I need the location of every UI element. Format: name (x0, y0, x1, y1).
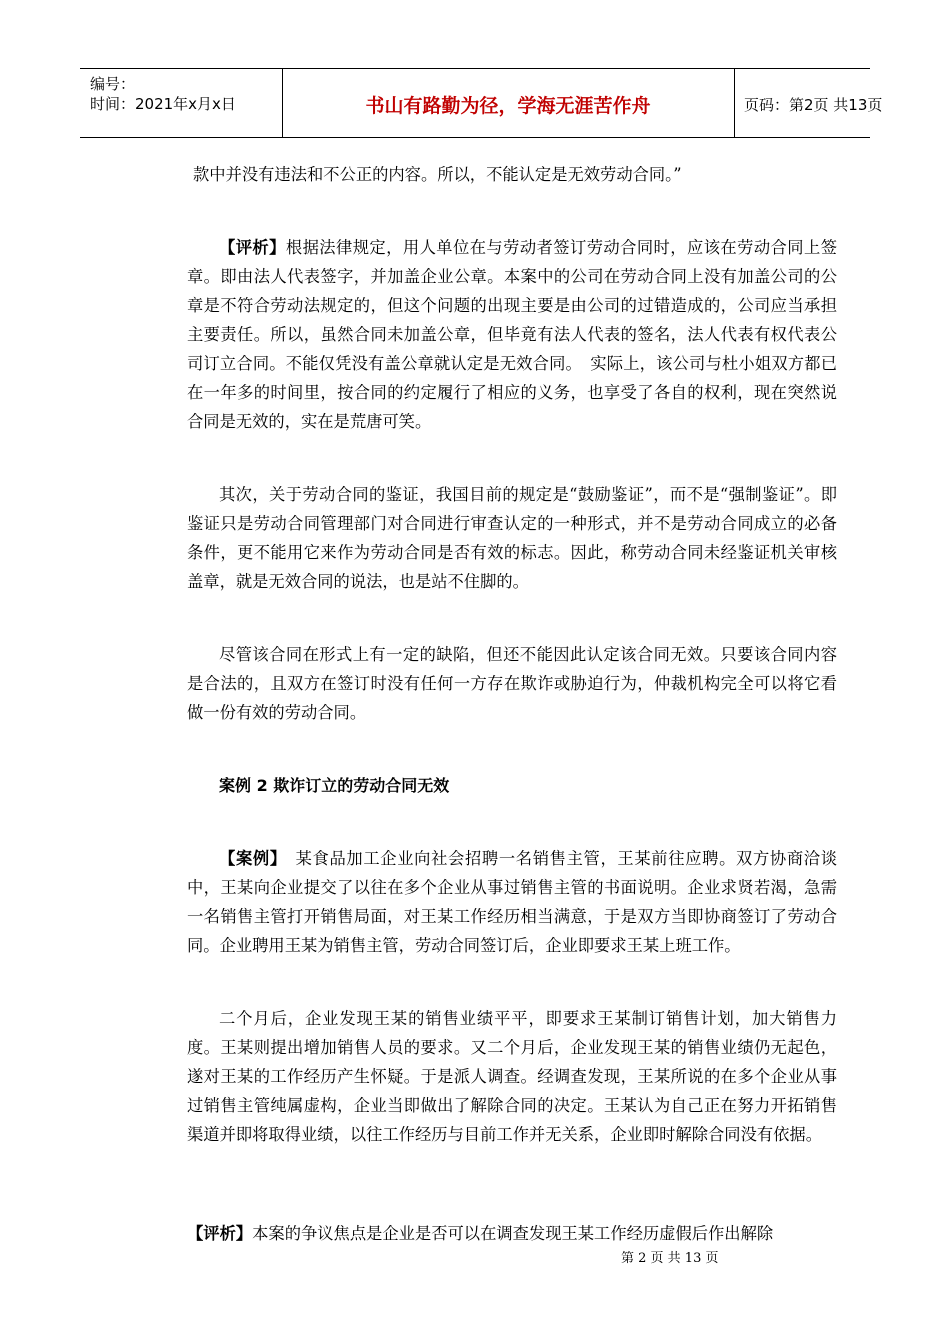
page-header (80, 68, 883, 138)
document-number-label: 编号： (90, 75, 136, 93)
case-2-title: 案例 2 欺诈订立的劳动合同无效 (219, 776, 450, 795)
paragraph-analysis-2 (187, 1219, 837, 1248)
header-motto-cell (282, 69, 735, 137)
analysis-tag-2: 【评析】 (187, 1224, 253, 1243)
paragraph-continuation: 款中并没有违法和不公正的内容。所以，不能认定是无效劳动合同。” (193, 165, 682, 184)
document-date-label: 时间：2021年x月x日 (90, 95, 236, 113)
paragraph-case (187, 844, 837, 960)
document-body (187, 160, 837, 1149)
analysis-tag: 【评析】 (219, 238, 286, 257)
header-page-label: 页码：第2页 共13页 (744, 96, 883, 114)
paragraph-analysis-1 (187, 233, 837, 436)
header-info-cell (80, 69, 283, 137)
paragraph-verification: 其次，关于劳动合同的鉴证，我国目前的规定是“鼓励鉴证”，而不是“强制鉴证”。即鉴证只是劳动合同管理部门对合同进行审查认定的一种形式，并不是劳动合同成立的必备条件，更不能用它来作为劳动合同是否有效的标志。因此，称劳动合同未经鉴证机关审核盖章，就是无效合同的说法，也是站不住脚的。 (187, 485, 837, 591)
case-tag: 【案例】 (219, 849, 279, 868)
header-page-cell (734, 69, 883, 137)
analysis-text: 根据法律规定，用人单位在与劳动者签订劳动合同时，应该在劳动合同上签章。即由法人代表签字，并加盖企业公章。本案中的公司在劳动合同上没有加盖公司的公章是不符合劳动法规定的，但这个问题的出现主要是由公司的过错造成的，公司应当承担主要责任。所以，虽然合同未加盖公章，但毕竟有法人代表的签名，法人代表有权代表公司订立合同。不能仅凭没有盖公章就认定是无效合同。 实际上，该公司与杜小姐双方都已在一年多的时间里，按合同的约定履行了相应的义务，也享受了各自的权利，现在突然说合同是无效的，实在是荒唐可笑。 (187, 238, 837, 431)
paragraph-conclusion: 尽管该合同在形式上有一定的缺陷，但还不能因此认定该合同无效。只要该合同内容是合法的，且双方在签订时没有任何一方存在欺诈或胁迫行为，仲裁机构完全可以将它看做一份有效的劳动合同。 (187, 645, 837, 722)
case-text: 某食品加工企业向社会招聘一名销售主管，王某前往应聘。双方协商洽谈中，王某向企业提交了以往在多个企业从事过销售主管的书面说明。企业求贤若渴，急需一名销售主管打开销售局面，对王某工作经历相当满意，于是双方当即协商签订了劳动合同。企业聘用王某为销售主管，劳动合同签订后，企业即要求王某上班工作。 (187, 849, 837, 955)
analysis-text-2: 本案的争议焦点是企业是否可以在调查发现王某工作经历虚假后作出解除 (252, 1224, 774, 1243)
header-motto: 书山有路勤为径，学海无涯苦作舟 (365, 95, 651, 117)
page-footer: 第 2 页 共 13 页 (621, 1251, 719, 1266)
paragraph-case-development: 二个月后，企业发现王某的销售业绩平平，即要求王某制订销售计划，加大销售力度。王某则提出增加销售人员的要求。又二个月后，企业发现王某的销售业绩仍无起色，遂对王某的工作经历产生怀疑。于是派人调查。经调查发现，王某所说的在多个企业从事过销售主管纯属虚构，企业当即做出了解除合同的决定。王某认为自己正在努力开拓销售渠道并即将取得业绩，以往工作经历与目前工作并无关系，企业即时解除合同没有依据。 (187, 1009, 837, 1144)
